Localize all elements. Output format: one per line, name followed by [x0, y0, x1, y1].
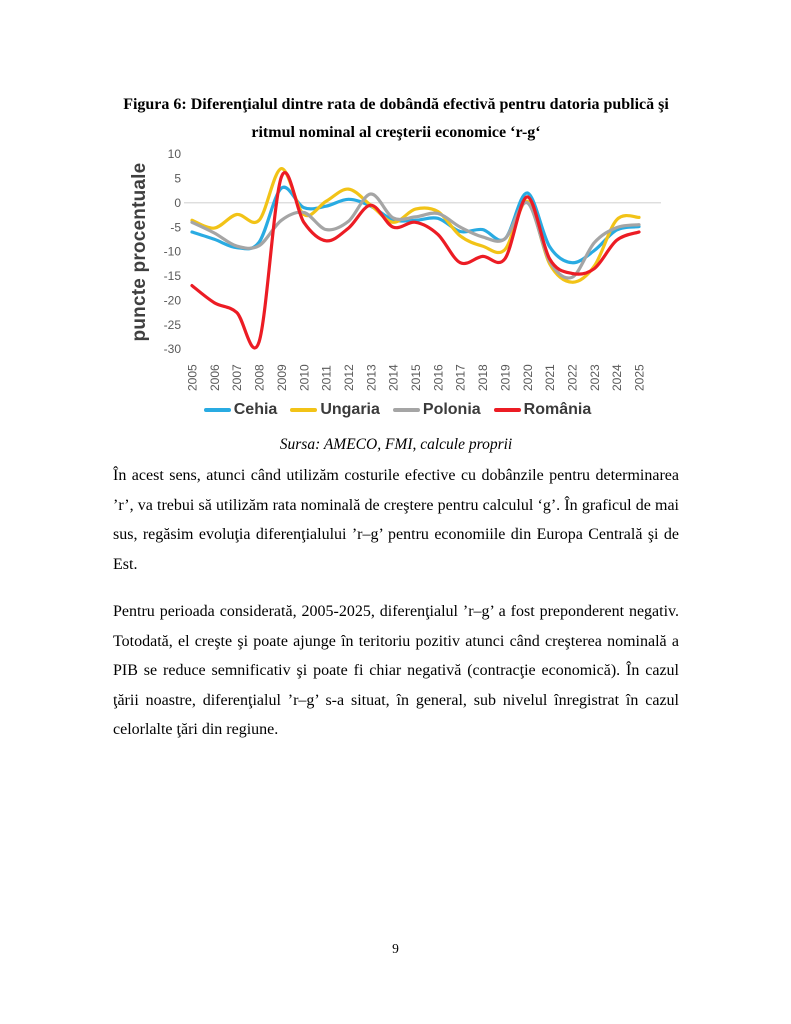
chart	[125, 145, 670, 427]
x-tick-label: 2009	[274, 364, 289, 391]
x-tick-label: 2015	[409, 364, 423, 391]
series-line-ungaria	[192, 169, 639, 283]
y-tick-label: -20	[163, 293, 181, 308]
x-tick-label: 2016	[431, 364, 446, 391]
x-tick-label: 2019	[498, 364, 513, 391]
paragraph-1: În acest sens, atunci când utilizăm costurile efective cu dobânzile pentru determinarea ’r’, va trebui să utilizăm rata nominală de creştere pentru calculul ‘g’. În graficul de mai sus, regăsim evoluţia diferenţialului ’r–g’ pentru economiile din Europa Centrală şi de Est.	[113, 467, 679, 573]
y-tick-label: 10	[167, 147, 181, 162]
y-tick-label: -30	[163, 342, 181, 357]
legend-swatch	[494, 408, 521, 412]
figure-title	[113, 91, 679, 147]
x-tick-label: 2025	[632, 364, 647, 391]
x-tick-label: 2010	[297, 364, 312, 391]
legend-item-cehia	[204, 401, 278, 419]
legend-swatch	[204, 408, 231, 412]
figure-title-line1: Figura 6: Diferenţialul dintre rata de dobândă efectivă pentru datoria publică şi	[123, 96, 669, 113]
series-line-românia	[192, 173, 639, 348]
legend-label: Polonia	[422, 401, 481, 418]
legend-item-polonia	[393, 401, 481, 419]
y-tick-label: -15	[163, 269, 181, 284]
series-line-cehia	[192, 187, 639, 263]
x-tick-label: 2008	[252, 364, 267, 391]
legend-item-ungaria	[290, 401, 380, 419]
x-tick-label: 2022	[565, 364, 580, 391]
x-tick-label: 2017	[453, 364, 468, 391]
y-tick-label: -25	[163, 317, 181, 332]
x-tick-label: 2012	[341, 364, 356, 391]
line-chart	[125, 145, 670, 427]
legend-label: Ungaria	[320, 401, 380, 418]
legend-item-românia	[494, 401, 592, 419]
y-axis-title: puncte procentuale	[129, 162, 150, 342]
body-text	[113, 461, 679, 745]
x-tick-label: 2005	[185, 364, 200, 391]
y-tick-label: -5	[170, 220, 181, 235]
series-line-polonia	[192, 194, 639, 278]
legend-swatch	[290, 408, 317, 412]
source-caption: Sursa: AMECO, FMI, calcule proprii	[279, 436, 513, 453]
legend-label: România	[523, 401, 592, 418]
x-tick-label: 2024	[610, 364, 625, 391]
x-tick-label: 2021	[543, 364, 558, 391]
legend-swatch	[393, 408, 420, 412]
y-tick-label: 0	[174, 195, 181, 210]
x-tick-label: 2018	[476, 364, 491, 391]
page-number: 9	[392, 941, 399, 956]
x-tick-label: 2014	[386, 364, 401, 391]
chart-legend	[125, 397, 670, 423]
x-tick-label: 2023	[587, 364, 602, 391]
y-tick-label: 5	[174, 171, 181, 186]
x-tick-label: 2020	[520, 364, 535, 391]
legend-label: Cehia	[233, 401, 278, 418]
x-tick-label: 2011	[319, 365, 334, 391]
y-tick-label: -10	[163, 244, 181, 259]
figure-title-line2: ritmul nominal al creşterii economice ‘r-g‘	[251, 124, 541, 141]
x-tick-label: 2006	[207, 364, 222, 391]
x-tick-label: 2013	[364, 364, 379, 391]
paragraph-2: Pentru perioada considerată, 2005-2025, diferenţialul ’r–g’ a fost preponderent negativ. Totodată, el creşte şi poate ajunge în teritoriu pozitiv atunci când creşterea nominală a PIB se reduce semnificativ şi poate fi chiar negativă (contracţie economică). În cazul ţării noastre, diferenţialul ’r–g’ s-a situat, în general, sub nivelul înregistrat în cazul celorlalte ţări din regiune.	[113, 603, 679, 738]
x-tick-label: 2007	[230, 364, 245, 391]
